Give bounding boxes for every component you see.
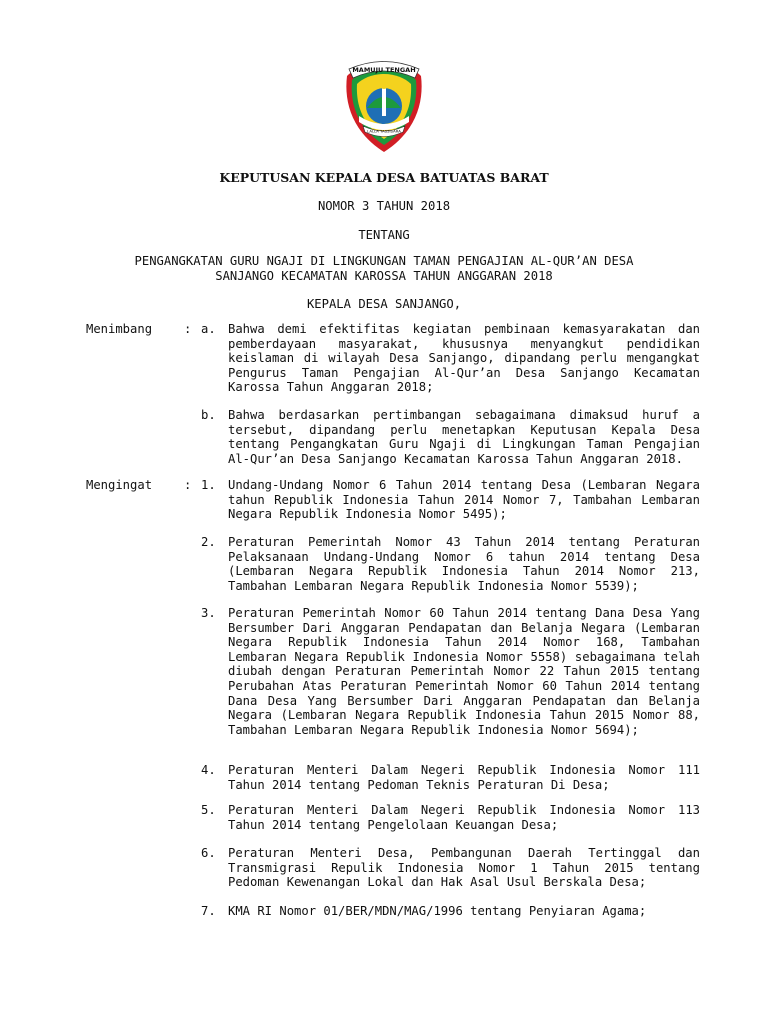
emblem-shield-icon <box>339 56 429 156</box>
menimbang-item-text: Bahwa demi efektifitas kegiatan pembinaan kemasyarakatan dan pemberdayaan masyarakat, khususnya menyangkut pendidikan keislaman di wilayah Desa Sanjango, dipandang perlu mengangkat Pengurus Taman Pengajian Al-Qur’an Desa Sanjango Kecamatan Karossa Tahun Anggaran 2018; <box>228 322 700 395</box>
mengingat-item-marker: 1. <box>201 478 216 492</box>
mengingat-item-marker: 5. <box>201 803 216 817</box>
menimbang-item-text: Bahwa berdasarkan pertimbangan sebagaimana dimaksud huruf a tersebut, dipandang perlu menetapkan Keputusan Kepala Desa tentang Pengangkatan Guru Ngaji di Lingkungan Taman Pengajian Al-Qur’an Desa Sanjango Kecamatan Karossa Tahun Anggaran 2018. <box>228 408 700 466</box>
decree-about: TENTANG <box>358 228 410 242</box>
mengingat-item-marker: 4. <box>201 763 216 777</box>
menimbang-item-marker: a. <box>201 322 216 336</box>
mengingat-item-marker: 7. <box>201 904 216 918</box>
decree-title: KEPUTUSAN KEPALA DESA BATUATAS BARAT <box>219 170 549 185</box>
mengingat-label: Mengingat <box>86 478 153 492</box>
mengingat-item-marker: 6. <box>201 846 216 860</box>
regency-emblem-logo <box>339 56 429 156</box>
emblem-motto-text: LALLA TASSISARA <box>367 128 401 134</box>
mengingat-item-text: Peraturan Menteri Dalam Negeri Republik Indonesia Nomor 111 Tahun 2014 tentang Pedoman Teknis Peraturan Di Desa; <box>228 763 700 792</box>
mengingat-item-text: Peraturan Menteri Dalam Negeri Republik Indonesia Nomor 113 Tahun 2014 tentang Pengelolaan Keuangan Desa; <box>228 803 700 832</box>
mengingat-item-text: Peraturan Pemerintah Nomor 60 Tahun 2014 tentang Dana Desa Yang Bersumber Dari Anggaran Pendapatan dan Belanja Negara (Lembaran Negara Republik Indonesia Tahun 2014 Nomor 168, Tambahan Lembaran Negara Republik Indonesia Nomor 5558) sebagaimana telah diubah dengan Peraturan Pemerintah Nomor 22 Tahun 2015 tentang Perubahan Atas Peraturan Pemerintah Nomor 60 Tahun 2014 tentang Dana Desa Yang Bersumber Dari Anggaran Pendapatan dan Belanja Negara (Lembaran Negara Republik Indonesia Tahun 2015 Nomor 88, Tambahan Lembaran Negara Republik Indonesia Nomor 5694); <box>228 606 700 737</box>
decree-number: NOMOR 3 TAHUN 2018 <box>317 199 451 213</box>
menimbang-colon: : <box>184 322 192 336</box>
decree-subject-line-2: SANJANGO KECAMATAN KAROSSA TAHUN ANGGARAN 2018 <box>215 269 553 283</box>
menimbang-label: Menimbang <box>86 322 153 336</box>
mengingat-item-text: Peraturan Menteri Desa, Pembangunan Daerah Tertinggal dan Transmigrasi Repulik Indonesia Nomor 1 Tahun 2015 tentang Pedoman Kewenangan Lokal dan Hak Asal Usul Berskala Desa; <box>228 846 700 890</box>
mengingat-item-text: Peraturan Pemerintah Nomor 43 Tahun 2014 tentang Peraturan Pelaksanaan Undang-Undang Nomor 6 tahun 2014 tentang Desa (Lembaran Negara Republik Indonesia Tahun 2014 Nomor 213, Tambahan Lembaran Negara Republik Indonesia Nomor 5539); <box>228 535 700 593</box>
mengingat-colon: : <box>184 478 192 492</box>
mengingat-item-marker: 3. <box>201 606 216 620</box>
emblem-banner-text: MAMUJU TENGAH <box>352 66 416 74</box>
mengingat-item-text: Undang-Undang Nomor 6 Tahun 2014 tentang Desa (Lembaran Negara tahun Republik Indonesia Tahun 2014 Nomor 7, Tambahan Lembaran Negara Republik Indonesia Nomor 5495); <box>228 478 700 522</box>
menimbang-item-marker: b. <box>201 408 216 422</box>
mengingat-item-text: KMA RI Nomor 01/BER/MDN/MAG/1996 tentang Penyiaran Agama; <box>228 904 647 918</box>
mengingat-item-marker: 2. <box>201 535 216 549</box>
decree-subject-line-1: PENGANGKATAN GURU NGAJI DI LINGKUNGAN TAMAN PENGAJIAN AL-QUR’AN DESA <box>134 254 634 268</box>
issuing-official: KEPALA DESA SANJANGO, <box>306 297 462 311</box>
